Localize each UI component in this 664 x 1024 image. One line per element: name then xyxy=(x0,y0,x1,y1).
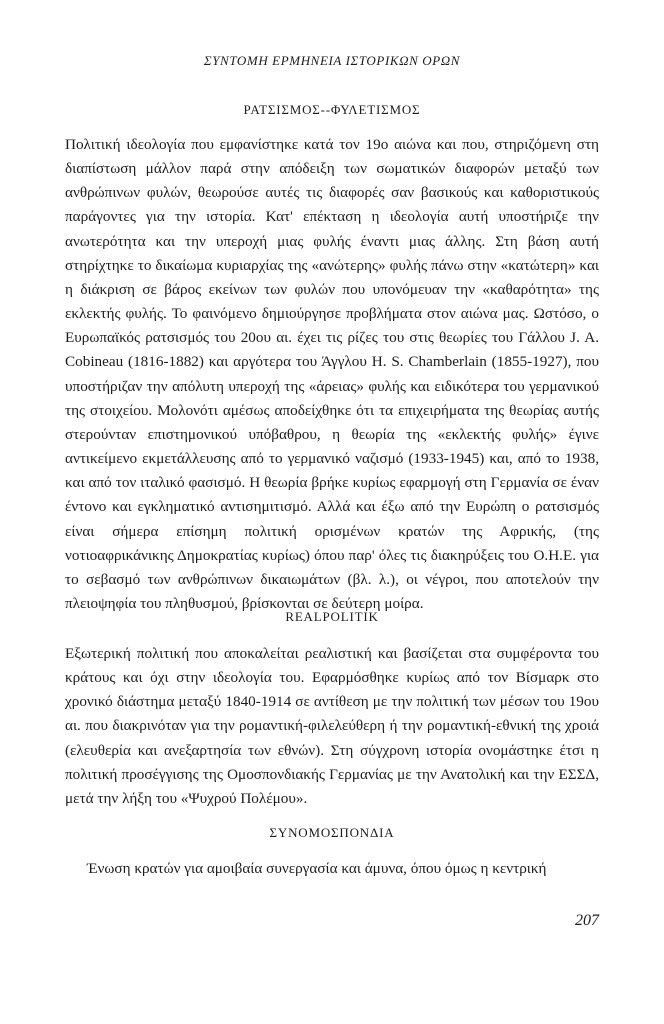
section-title-realpolitik: REALPOLITIK xyxy=(285,609,379,624)
page-number: 207 xyxy=(575,912,599,929)
running-head: ΣΥΝΤΟΜΗ ΕΡΜΗΝΕΙΑ ΙΣΤΟΡΙΚΩΝ ΟΡΩΝ xyxy=(203,53,461,68)
section-paragraph-racism: Πολιτική ιδεολογία που εμφανίστηκε κατά τον 19ο αιώνα και που, στηριζόμενη στη διαπίστωση μάλλον παρά στην απόδειξη των σωματικών διαφορών μεταξύ των ανθρώπινων φυλών, θεωρούσε αυτές τις διαφορές σαν βασικούς και καθοριστικούς παράγοντες για την ιστορία. Κατ' επέκταση η ιδεολογία αυτή υποστήριζε την ανωτερότητα και την υπεροχή μιας φυλής έναντι μιας άλλης. Στη βάση αυτή στηρίχτηκε το δικαίωμα κυριαρχίας της «ανώτερης» φυλής πάνω στην «κατώτερη» και η διάκριση σε βάρος εκείνων των φυλών που υπονόμευαν την «καθαρότητα» της εκλεκτής φυλής. Το φαινόμενο δημιούργησε προβλήματα στον αιώνα μας. Ωστόσο, ο Ευρωπαϊκός ρατσισμός του 20ου αι. έχει τις ρίζες του στις θεωρίες του Γάλλου J. A. Cobineau (1816-1882) και αργότερα του Άγγλου H. S. Chamberlain (1855-1927), που υποστήριζαν την απόλυτη υπεροχή της «άρειας» φυλής και ειδικότερα του γερμανικού της στοιχείου. Μολονότι αμέσως αποδείχθηκε ότι τα επιχειρήματα της θεωρίας αυτής στερούνταν επιστημονικού υπόβαθρου, η θεωρία της «εκλεκτής φυλής» έγινε αντικείμενο εκμετάλλευσης από το γερμανικό ναζισμό (1933-1945) και, από το 1938, και από τον ιταλικό φασισμό. Η θεωρία βρήκε κυρίως εφαρμογή στη Γερμανία σε έναν έντονο και εγκληματικό αντισημιτισμό. Αλλά και έξω από την Ευρώπη ο ρατσισμός είναι σήμερα επίσημη πολιτική ορισμένων κρατών της Αφρικής, (της νοτιοαφρικάνικης Δημοκρατίας κυρίως) όπου παρ' όλες τις διακηρύξεις του Ο.Η.Ε. για το σεβασμό των ανθρώπινων δικαιωμάτων (βλ. λ.), οι νέγροι, που αποτελούν την πλειοψηφία του πληθυσμού, βρίσκονται σε δεύτερη μοίρα. xyxy=(65,136,599,612)
section-paragraph-realpolitik: Εξωτερική πολιτική που αποκαλείται ρεαλιστική και βασίζεται στα συμφέροντα του κράτους και όχι στην ιδεολογία του. Εφαρμόσθηκε κυρίως από τον Βίσμαρκ στο χρονικό διάστημα μεταξύ 1840-1914 σε αντίθεση με την πολιτική των μέσων του 19ου αι. που διακρινόταν για την ρομαντική-φιλελεύθερη ή την ρομαντική-εθνική της χροιά (ελευθερία και ανεξαρτησία των εθνών). Στη σύγχρονη ιστορία ονομάστηκε έτσι η πολιτική προσέγγισης της Ομοσπονδιακής Γερμανίας με την Ανατολική και την ΕΣΣΔ, μετά την λήξη του «Ψυχρού Πολέμου». xyxy=(65,645,599,807)
section-title-confederation: ΣΥΝΟΜΟΣΠΟΝΔΙΑ xyxy=(269,825,395,840)
section-title-racism: ΡΑΤΣΙΣΜΟΣ--ΦΥΛΕΤΙΣΜΟΣ xyxy=(243,102,421,117)
section-paragraph-confederation: Ένωση κρατών για αμοιβαία συνεργασία και άμυνα, όπου όμως η κεντρική xyxy=(87,860,547,877)
